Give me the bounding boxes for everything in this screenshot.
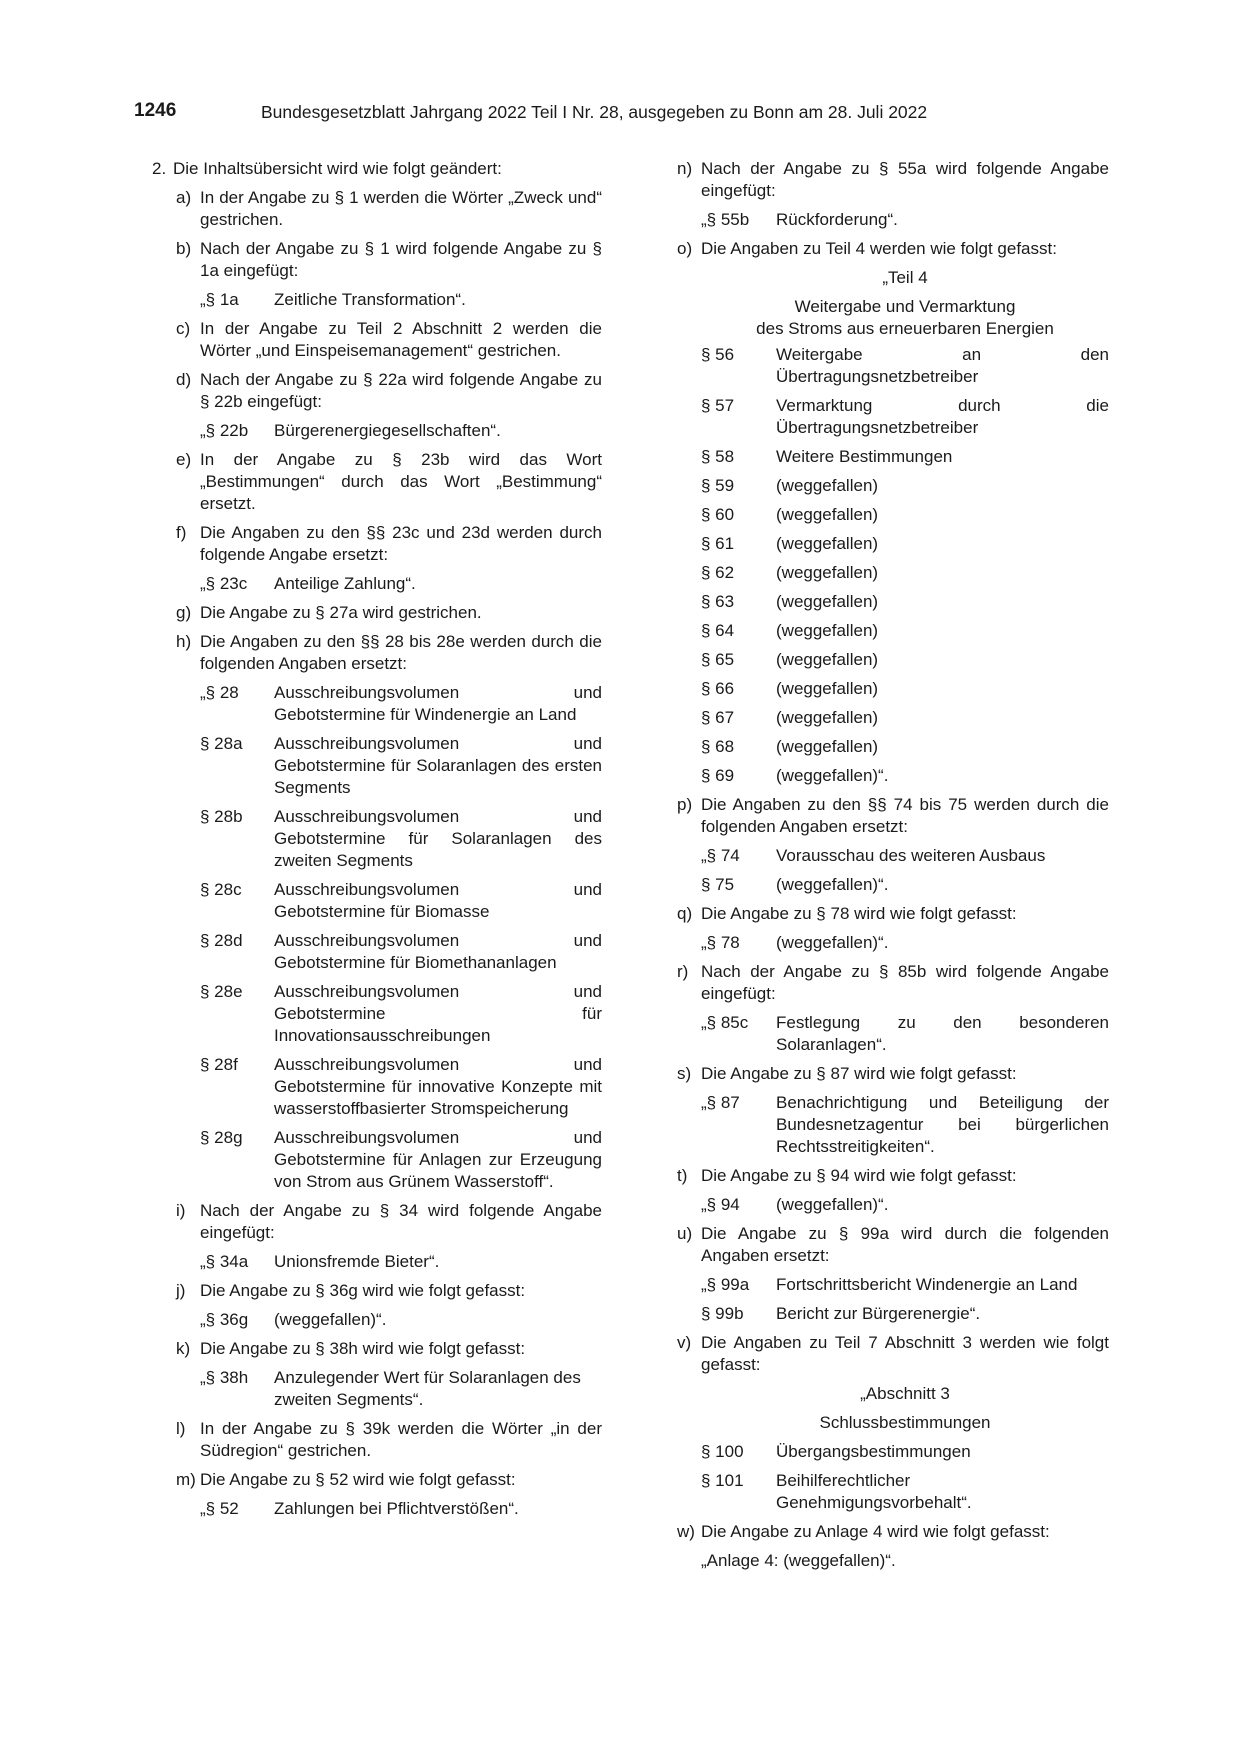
list-item-i [152, 1200, 602, 1244]
list-item-s [677, 1063, 1109, 1085]
item-label: v) [677, 1333, 692, 1352]
section-title: Ausschreibungsvolumen und Gebotstermine für innovative Konzepte mit wasserstoffbasierter Stromspeicherung [274, 1055, 602, 1118]
toc-entry [701, 1441, 1109, 1463]
section-number: § 59 [701, 476, 735, 495]
toc-entry [701, 209, 1109, 231]
section-title: (weggefallen)“. [776, 875, 889, 894]
item-text: Nach der Angabe zu § 1 wird folgende Angabe zu § 1a eingefügt: [200, 239, 602, 280]
section-number: § 28g [200, 1128, 243, 1147]
toc-entry [701, 845, 1109, 867]
item-text: Die Angabe zu Anlage 4 wird wie folgt gefasst: [701, 1522, 1050, 1541]
section-number: § 28c [200, 880, 242, 899]
item-text: Nach der Angabe zu § 85b wird folgende Angabe eingefügt: [701, 962, 1109, 1003]
item-text: In der Angabe zu § 1 werden die Wörter „Zweck und“ gestrichen. [200, 188, 602, 229]
list-item-u [677, 1223, 1109, 1267]
section-title: Festlegung zu den besonderen Solaranlagen“. [776, 1013, 1109, 1054]
list-item-q [677, 903, 1109, 925]
toc-entry [701, 932, 1109, 954]
item-label: t) [677, 1166, 688, 1185]
section-title: Zahlungen bei Pflichtverstößen“. [274, 1499, 519, 1518]
section-number: § 63 [701, 592, 735, 611]
section-title: Bericht zur Bürgerenergie“. [776, 1304, 981, 1323]
section-title: (weggefallen) [776, 708, 879, 727]
item-text: Die Angaben zu Teil 4 werden wie folgt gefasst: [701, 239, 1057, 258]
section-title: Zeitliche Transformation“. [274, 290, 466, 309]
section-number: „§ 87 [701, 1093, 740, 1112]
toc-entry [701, 1470, 1109, 1514]
toc-entry [701, 736, 1109, 758]
section-title: (weggefallen) [776, 679, 879, 698]
item-text: In der Angabe zu Teil 2 Abschnitt 2 werden die Wörter „und Einspeisemanagement“ gestrichen. [200, 319, 602, 360]
section-title: Ausschreibungsvolumen und Gebotstermine für Anlagen zur Erzeugung von Strom aus Grünem Wasserstoff“. [274, 1128, 602, 1191]
section-title: (weggefallen) [776, 650, 879, 669]
toc-entry [152, 682, 602, 726]
section-number: „§ 52 [200, 1499, 239, 1518]
section-number: § 64 [701, 621, 735, 640]
section-number: § 60 [701, 505, 735, 524]
toc-entry [701, 620, 1109, 642]
annex-entry: „Anlage 4: (weggefallen)“. [701, 1551, 896, 1570]
toc-entry [701, 765, 1109, 787]
section-number: § 28f [200, 1055, 238, 1074]
section-title: Ausschreibungsvolumen und Gebotstermine für Windenergie an Land [274, 683, 602, 724]
item-label: e) [176, 450, 192, 469]
item-label: l) [176, 1419, 186, 1438]
section-number: „§ 99a [701, 1275, 750, 1294]
item-label: k) [176, 1339, 191, 1358]
list-item-m [152, 1469, 602, 1491]
list-item-j [152, 1280, 602, 1302]
section-title: (weggefallen) [776, 621, 879, 640]
section-title: (weggefallen)“. [274, 1310, 387, 1329]
toc-entry [152, 420, 602, 442]
item-text: Nach der Angabe zu § 55a wird folgende Angabe eingefügt: [701, 159, 1109, 200]
item-text: Die Angaben zu den §§ 28 bis 28e werden durch die folgenden Angaben ersetzt: [200, 632, 602, 673]
section-number: § 65 [701, 650, 735, 669]
section-number: § 69 [701, 766, 735, 785]
item-label: c) [176, 319, 191, 338]
item-text: In der Angabe zu § 23b wird das Wort „Bestimmungen“ durch das Wort „Bestimmung“ ersetzt. [200, 450, 602, 513]
toc-entry [152, 733, 602, 799]
toc-entry [152, 1498, 602, 1520]
list-item-c [152, 318, 602, 362]
item-text: Die Angabe zu § 52 wird wie folgt gefasst: [200, 1470, 516, 1489]
section-title: Beihilferechtlicher Genehmigungsvorbehalt“. [776, 1471, 972, 1512]
toc-entry [152, 879, 602, 923]
section-heading: „Abschnitt 3 [860, 1384, 950, 1403]
item-label: d) [176, 370, 192, 389]
section-number: § 75 [701, 875, 735, 894]
section-number: „§ 38h [200, 1368, 249, 1387]
section-title: Vermarktung durch die Übertragungsnetzbetreiber [776, 396, 1109, 437]
section-number: § 99b [701, 1304, 744, 1323]
toc-entry [701, 678, 1109, 700]
section-number: „§ 55b [701, 210, 750, 229]
item-text: Die Angabe zu § 87 wird wie folgt gefasst: [701, 1064, 1017, 1083]
item-label: i) [176, 1201, 186, 1220]
list-item-e [152, 449, 602, 515]
section-title: Weitere Bestimmungen [776, 447, 953, 466]
list-item-t [677, 1165, 1109, 1187]
item-text: Die Angaben zu Teil 7 Abschnitt 3 werden wie folgt gefasst: [701, 1333, 1109, 1374]
toc-entry [152, 1127, 602, 1193]
toc-entry [152, 573, 602, 595]
list-item-v [677, 1332, 1109, 1376]
item-label: a) [176, 188, 192, 207]
section-title: Benachrichtigung und Beteiligung der Bundesnetzagentur bei bürgerlichen Rechtsstreitigkeiten“. [776, 1093, 1109, 1156]
right-column [677, 158, 1109, 1572]
item-text: Die Angabe zu § 38h wird wie folgt gefasst: [200, 1339, 526, 1358]
item-text: Die Angabe zu § 27a wird gestrichen. [200, 603, 482, 622]
section-number: § 28b [200, 807, 243, 826]
item-label: q) [677, 904, 693, 923]
item-text: Die Angabe zu § 36g wird wie folgt gefasst: [200, 1281, 526, 1300]
section-number: § 66 [701, 679, 735, 698]
section-number: § 28d [200, 931, 243, 950]
list-item-o [677, 238, 1109, 260]
item-label: o) [677, 239, 693, 258]
page-header [134, 100, 1107, 126]
part-title-line: des Stroms aus erneuerbaren Energien [756, 319, 1054, 338]
list-item-w [677, 1521, 1109, 1543]
section-number: „§ 85c [701, 1013, 749, 1032]
list-item-g [152, 602, 602, 624]
toc-entry [152, 1367, 602, 1411]
item-label: w) [677, 1522, 695, 1541]
section-title: Anzulegender Wert für Solaranlagen des zweiten Segments“. [274, 1368, 581, 1409]
section-number: § 28a [200, 734, 243, 753]
section-number: „§ 22b [200, 421, 249, 440]
toc-entry [701, 649, 1109, 671]
section-title: (weggefallen) [776, 534, 879, 553]
section-title: Bürgerenergiegesellschaften“. [274, 421, 501, 440]
item-text: Nach der Angabe zu § 34 wird folgende Angabe eingefügt: [200, 1201, 602, 1242]
item-text: Die Angabe zu § 78 wird wie folgt gefasst: [701, 904, 1017, 923]
section-title: Unionsfremde Bieter“. [274, 1252, 440, 1271]
item-text: Die Angaben zu den §§ 74 bis 75 werden durch die folgenden Angaben ersetzt: [701, 795, 1109, 836]
toc-entry [701, 1303, 1109, 1325]
section-number: „§ 23c [200, 574, 248, 593]
section-title: (weggefallen)“. [776, 933, 889, 952]
section-title: Fortschrittsbericht Windenergie an Land [776, 1275, 1078, 1294]
section-number: „§ 1a [200, 290, 239, 309]
item-label: 2. [152, 159, 167, 178]
toc-entry [701, 707, 1109, 729]
item-label: n) [677, 159, 693, 178]
section-title: Ausschreibungsvolumen und Gebotstermine für Biomasse [274, 880, 602, 921]
section-number: § 62 [701, 563, 735, 582]
part-heading: „Teil 4 [882, 268, 928, 287]
toc-entry [701, 1274, 1109, 1296]
section-number: § 58 [701, 447, 735, 466]
toc-entry [701, 1092, 1109, 1158]
list-item-p [677, 794, 1109, 838]
section-title: Übergangsbestimmungen [776, 1442, 971, 1461]
toc-entry [152, 289, 602, 311]
item-label: h) [176, 632, 192, 651]
section-title: Vorausschau des weiteren Ausbaus [776, 846, 1046, 865]
section-title: (weggefallen) [776, 737, 879, 756]
section-title: Anteilige Zahlung“. [274, 574, 416, 593]
item-text: Die Angabe zu § 94 wird wie folgt gefasst: [701, 1166, 1017, 1185]
section-title: Ausschreibungsvolumen und Gebotstermine für Biomethananlagen [274, 931, 602, 972]
list-item-d [152, 369, 602, 413]
section-number: „§ 94 [701, 1195, 740, 1214]
page-number: 1246 [134, 100, 177, 121]
item-label: u) [677, 1224, 693, 1243]
toc-entry [701, 591, 1109, 613]
section-number: „§ 36g [200, 1310, 249, 1329]
list-item-b [152, 238, 602, 282]
item-label: m) [176, 1470, 196, 1489]
item-label: b) [176, 239, 192, 258]
toc-entry [152, 806, 602, 872]
toc-entry [152, 930, 602, 974]
item-text: In der Angabe zu § 39k werden die Wörter „in der Südregion“ gestrichen. [200, 1419, 602, 1460]
item-label: s) [677, 1064, 692, 1083]
section-heading-title: Schlussbestimmungen [819, 1413, 991, 1432]
section-title: Ausschreibungsvolumen und Gebotstermine für Solaranlagen des zweiten Segments [274, 807, 602, 870]
list-item-k [152, 1338, 602, 1360]
list-item-a [152, 187, 602, 231]
toc-entry [701, 446, 1109, 468]
section-number: „§ 74 [701, 846, 740, 865]
item-label: r) [677, 962, 689, 981]
toc-entry [701, 504, 1109, 526]
list-item-f [152, 522, 602, 566]
left-column [152, 158, 602, 1527]
section-number: § 57 [701, 396, 735, 415]
section-title: (weggefallen)“. [776, 766, 889, 785]
toc-entry [701, 533, 1109, 555]
toc-entry [152, 1251, 602, 1273]
toc-entry [701, 1194, 1109, 1216]
section-title: (weggefallen) [776, 592, 879, 611]
section-number: § 68 [701, 737, 735, 756]
section-number: § 28e [200, 982, 243, 1001]
section-number: § 100 [701, 1442, 744, 1461]
section-number: „§ 34a [200, 1252, 249, 1271]
section-title: Ausschreibungsvolumen und Gebotstermine für Innovationsausschreibungen [274, 982, 602, 1045]
toc-entry [701, 344, 1109, 388]
item-label: f) [176, 523, 187, 542]
section-title: (weggefallen)“. [776, 1195, 889, 1214]
item-text: Die Angaben zu den §§ 23c und 23d werden durch folgende Angabe ersetzt: [200, 523, 602, 564]
part-title-line: Weitergabe und Vermarktung [794, 297, 1016, 316]
section-number: „§ 78 [701, 933, 740, 952]
list-item-r [677, 961, 1109, 1005]
toc-entry [701, 874, 1109, 896]
toc-entry [701, 562, 1109, 584]
toc-entry [152, 981, 602, 1047]
section-title: Rückforderung“. [776, 210, 898, 229]
item-label: g) [176, 603, 192, 622]
section-title: Ausschreibungsvolumen und Gebotstermine für Solaranlagen des ersten Segments [274, 734, 602, 797]
toc-entry [701, 395, 1109, 439]
section-title: (weggefallen) [776, 505, 879, 524]
toc-entry [152, 1309, 602, 1331]
list-item-2 [152, 158, 602, 180]
item-text: Nach der Angabe zu § 22a wird folgende Angabe zu § 22b eingefügt: [200, 370, 602, 411]
item-label: j) [176, 1281, 186, 1300]
list-item-l [152, 1418, 602, 1462]
part-title [701, 296, 1109, 340]
section-number: § 67 [701, 708, 735, 727]
section-number: § 56 [701, 345, 735, 364]
running-title: Bundesgesetzblatt Jahrgang 2022 Teil I Nr. 28, ausgegeben zu Bonn am 28. Juli 2022 [261, 102, 928, 122]
item-label: p) [677, 795, 693, 814]
section-title: (weggefallen) [776, 563, 879, 582]
toc-entry [701, 1012, 1109, 1056]
section-title: Weitergabe an den Übertragungsnetzbetreiber [776, 345, 1109, 386]
section-title: (weggefallen) [776, 476, 879, 495]
toc-entry [701, 475, 1109, 497]
item-text: Die Angabe zu § 99a wird durch die folgenden Angaben ersetzt: [701, 1224, 1109, 1265]
list-item-n [677, 158, 1109, 202]
toc-entry [152, 1054, 602, 1120]
list-item-h [152, 631, 602, 675]
section-number: „§ 28 [200, 683, 239, 702]
item-text: Die Inhaltsübersicht wird wie folgt geändert: [173, 159, 502, 178]
section-number: § 101 [701, 1471, 744, 1490]
section-number: § 61 [701, 534, 735, 553]
